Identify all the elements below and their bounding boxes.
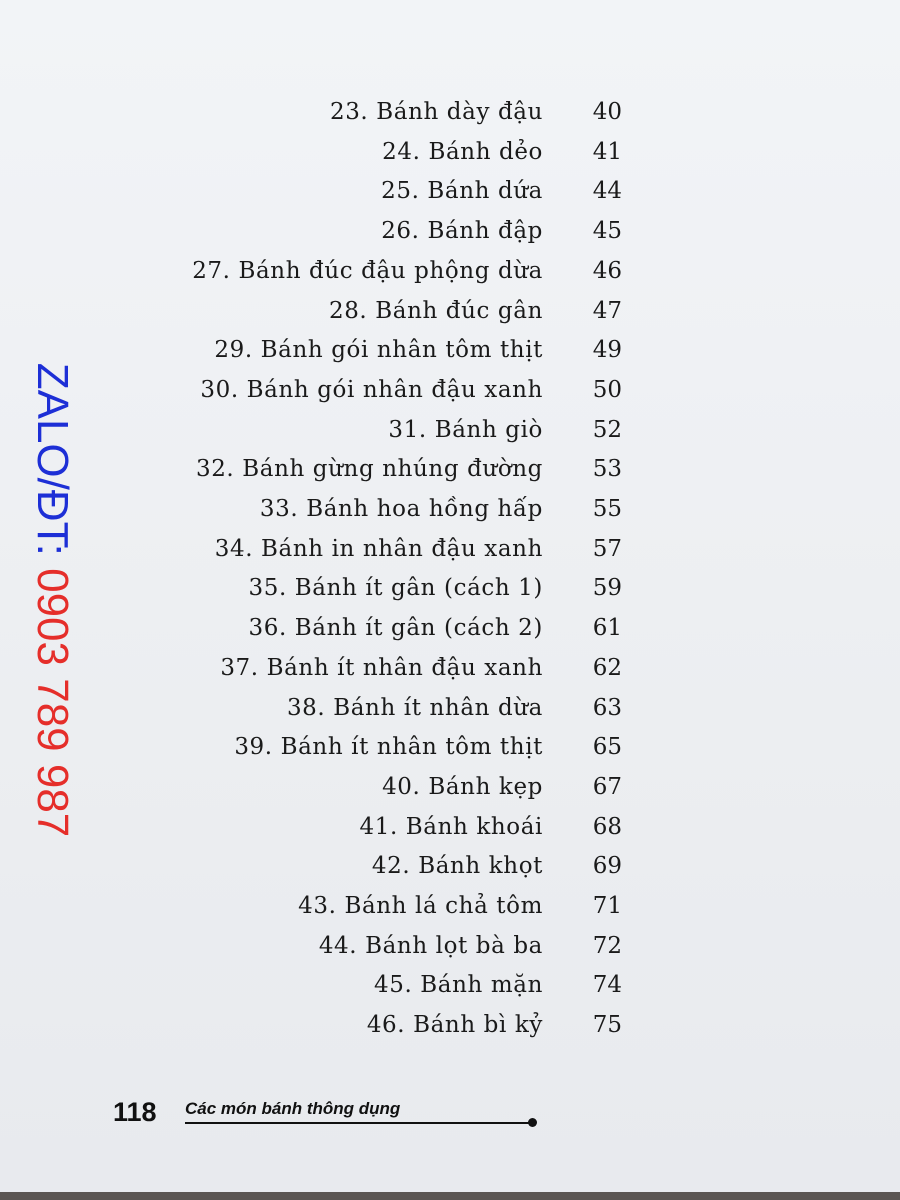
toc-entry-page-number: 71	[592, 893, 622, 919]
toc-entry	[0, 731, 900, 771]
toc-entry-title: 25. Bánh dứa	[381, 178, 543, 205]
toc-entry-title: 41. Bánh khoái	[359, 813, 543, 840]
page-bottom-edge	[0, 1192, 900, 1200]
toc-entry-page-number: 46	[592, 257, 622, 284]
toc-entry-page-number: 62	[592, 654, 622, 681]
toc-entry-page-number: 61	[592, 615, 622, 642]
toc-entry-title: 36. Bánh ít gân (cách 2)	[248, 615, 543, 642]
toc-entry-title: 23. Bánh dày đậu	[329, 99, 543, 125]
footer-book-title: Các món bánh thông dụng	[185, 1099, 401, 1118]
toc-entry-title: 30. Bánh gói nhân đậu xanh	[200, 376, 543, 403]
toc-entry-title: 34. Bánh in nhân đậu xanh	[214, 535, 543, 562]
toc-entry	[0, 374, 900, 414]
toc-entry-page-number: 47	[592, 297, 622, 324]
toc-entry	[0, 771, 900, 811]
watermark-label: ZALO/ĐT:	[28, 362, 77, 556]
toc-entry	[0, 175, 900, 215]
toc-entry	[0, 652, 900, 692]
toc-entry	[0, 572, 900, 612]
toc-entry-page-number: 67	[592, 773, 622, 800]
toc-entry-title: 44. Bánh lọt bà ba	[318, 932, 543, 959]
watermark-phone-number: 0903 789 987	[28, 568, 77, 838]
toc-entry	[0, 969, 900, 1009]
toc-entry	[0, 215, 900, 255]
toc-entry	[0, 493, 900, 533]
toc-entry-title: 32. Bánh gừng nhúng đường	[195, 456, 543, 483]
footer-rule	[185, 1122, 530, 1124]
page-footer	[113, 1094, 553, 1134]
toc-entry	[0, 136, 900, 176]
toc-entry-title: 27. Bánh đúc đậu phộng dừa	[192, 257, 543, 284]
toc-entry-page-number: 65	[592, 734, 622, 761]
toc-entry-title: 39. Bánh ít nhân tôm thịt	[234, 734, 543, 761]
toc-entry-title: 46. Bánh bì kỷ	[366, 1012, 543, 1039]
toc-entry-page-number: 45	[592, 218, 622, 245]
toc-entry-title: 24. Bánh dẻo	[382, 138, 543, 165]
toc-entry-page-number: 41	[592, 138, 622, 165]
toc-entry-title: 42. Bánh khọt	[371, 853, 543, 880]
toc-entry-page-number: 53	[592, 456, 622, 483]
toc-entry-page-number: 75	[592, 1012, 622, 1039]
toc-entry-page-number: 68	[592, 813, 622, 840]
footer-page-number: 118	[113, 1097, 157, 1127]
toc-entry-page-number: 69	[592, 853, 622, 880]
toc-entry	[0, 612, 900, 652]
toc-entry	[0, 692, 900, 732]
toc-entry-title: 31. Bánh giò	[388, 416, 543, 443]
toc-entry	[0, 255, 900, 295]
toc-entry-page-number: 49	[592, 337, 622, 364]
footer-bullet-dot	[528, 1118, 537, 1127]
toc-entry-page-number: 59	[592, 575, 622, 602]
toc-entry-page-number: 63	[592, 694, 622, 721]
toc-entry	[0, 1009, 900, 1049]
toc-entry-title: 33. Bánh hoa hồng hấp	[259, 496, 543, 522]
toc-entry-title: 29. Bánh gói nhân tôm thịt	[214, 337, 543, 364]
toc-entry	[0, 890, 900, 930]
toc-entry-page-number: 74	[592, 972, 622, 999]
toc-entry	[0, 533, 900, 573]
toc-entry-title: 28. Bánh đúc gân	[328, 297, 543, 324]
toc-entry-page-number: 72	[592, 932, 622, 959]
toc-entry-page-number: 55	[592, 496, 622, 522]
toc-entry-page-number: 52	[592, 416, 622, 443]
toc-entry	[0, 453, 900, 493]
toc-entry	[0, 930, 900, 970]
toc-entry-title: 40. Bánh kẹp	[382, 773, 543, 800]
toc-entry-title: 38. Bánh ít nhân dừa	[286, 694, 543, 721]
toc-entry	[0, 96, 900, 136]
toc-entry	[0, 295, 900, 335]
toc-entry	[0, 811, 900, 851]
toc-entry-title: 26. Bánh đập	[381, 218, 543, 245]
toc-entry-page-number: 44	[592, 178, 622, 205]
toc-entry-page-number: 57	[592, 535, 622, 562]
toc-entry-title: 35. Bánh ít gân (cách 1)	[248, 575, 543, 602]
toc-entry-page-number: 50	[592, 376, 622, 403]
toc-entry	[0, 850, 900, 890]
toc-entry	[0, 414, 900, 454]
toc-entry-title: 43. Bánh lá chả tôm	[298, 893, 543, 919]
toc-entry	[0, 334, 900, 374]
toc-entry-title: 45. Bánh mặn	[374, 972, 543, 999]
toc-entry-title: 37. Bánh ít nhân đậu xanh	[220, 654, 543, 681]
toc-entry-page-number: 40	[592, 99, 622, 125]
